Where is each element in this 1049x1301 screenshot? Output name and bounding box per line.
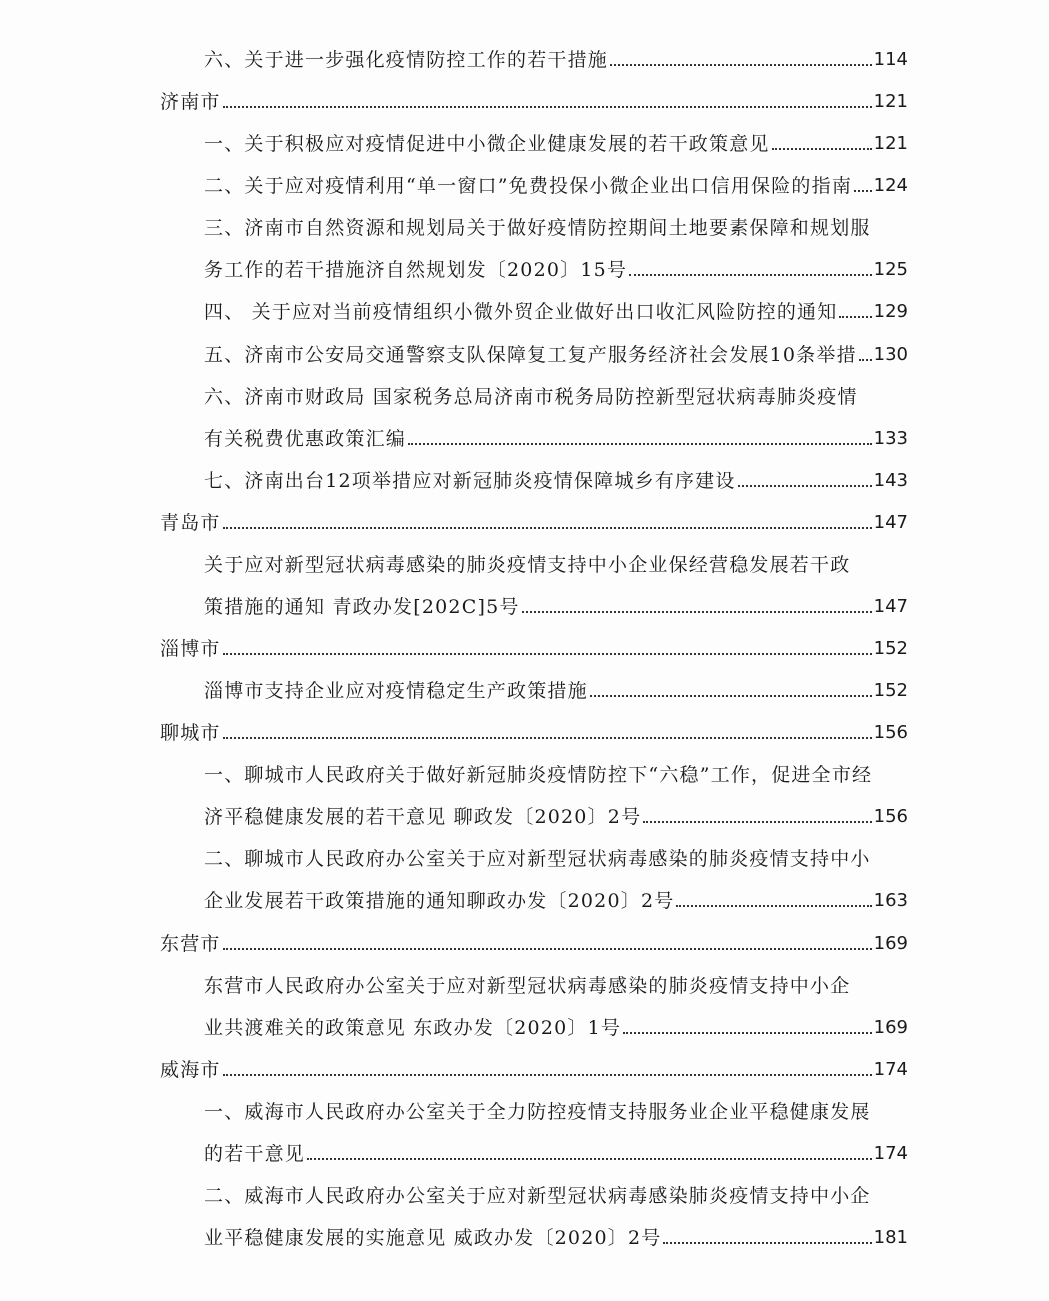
toc-entry[interactable] bbox=[0, 1008, 1049, 1048]
toc-entry[interactable] bbox=[0, 881, 1049, 921]
toc-entry-title: 的若干意见 bbox=[204, 1142, 306, 1165]
toc-line-content bbox=[204, 250, 908, 290]
toc-entry[interactable] bbox=[0, 545, 1049, 585]
toc-city-heading[interactable] bbox=[0, 82, 1049, 122]
toc-page-number: 156 bbox=[873, 722, 908, 744]
dot-leader bbox=[772, 148, 872, 150]
toc-entry-title: 关于应对新型冠状病毒感染的肺炎疫情支持中小企业保经营稳发展若干政 bbox=[204, 553, 851, 576]
toc-page-number: 143 bbox=[873, 469, 908, 491]
dot-leader bbox=[623, 1032, 872, 1034]
toc-line-content bbox=[204, 755, 908, 795]
toc-entry[interactable] bbox=[0, 124, 1049, 164]
toc-page-number: 124 bbox=[873, 175, 908, 197]
dot-leader bbox=[839, 316, 871, 318]
toc-entry-title: 六、济南市财政局 国家税务总局济南市税务局防控新型冠状病毒肺炎疫情 bbox=[204, 385, 858, 408]
dot-leader bbox=[408, 443, 872, 445]
toc-line-content bbox=[204, 40, 908, 80]
dot-leader bbox=[223, 737, 872, 739]
toc-line-content bbox=[160, 1050, 908, 1090]
toc-entry-title: 三、济南市自然资源和规划局关于做好疫情防控期间土地要素保障和规划服 bbox=[204, 217, 871, 240]
toc-entry-title: 东营市人民政府办公室关于应对新型冠状病毒感染的肺炎疫情支持中小企 bbox=[204, 974, 851, 997]
dot-leader bbox=[223, 106, 872, 108]
dot-leader bbox=[676, 905, 871, 907]
toc-line-content bbox=[204, 545, 908, 585]
toc-page-number: 174 bbox=[873, 1142, 908, 1164]
dot-leader bbox=[522, 611, 872, 613]
dot-leader bbox=[629, 274, 872, 276]
toc-line-content bbox=[160, 713, 908, 753]
toc-entry-title: 聊城市 bbox=[160, 722, 221, 745]
toc-line-content bbox=[204, 881, 908, 921]
toc-line-content bbox=[160, 924, 908, 964]
toc-page-number: 181 bbox=[873, 1227, 908, 1248]
toc-line-content bbox=[204, 335, 908, 375]
dot-leader bbox=[610, 64, 872, 66]
toc-line-content bbox=[160, 503, 908, 543]
toc-page-number: 163 bbox=[873, 890, 908, 912]
toc-page-number: 147 bbox=[873, 595, 908, 617]
toc-page-number: 121 bbox=[873, 91, 908, 113]
toc-city-heading[interactable] bbox=[0, 713, 1049, 753]
toc-line-content bbox=[204, 1008, 908, 1048]
toc-city-heading[interactable] bbox=[0, 503, 1049, 543]
toc-entry[interactable] bbox=[0, 671, 1049, 711]
toc-line-content bbox=[204, 1176, 908, 1216]
toc-city-heading[interactable] bbox=[0, 924, 1049, 964]
toc-entry-title: 二、关于应对疫情利用“单一窗口”免费投保小微企业出口信用保险的指南 bbox=[204, 175, 853, 198]
dot-leader bbox=[663, 1242, 871, 1244]
dot-leader bbox=[223, 527, 872, 529]
toc-entry-title: 业共渡难关的政策意见 东政办发〔2020〕1号 bbox=[204, 1016, 622, 1039]
toc-line-content bbox=[204, 797, 908, 837]
toc-entry[interactable] bbox=[0, 839, 1049, 879]
toc-page-number: 125 bbox=[873, 259, 908, 281]
dot-leader bbox=[643, 821, 871, 823]
toc-line-content bbox=[204, 166, 908, 206]
toc-line-content bbox=[204, 292, 908, 332]
toc-entry[interactable] bbox=[0, 419, 1049, 459]
toc-entry-title: 一、威海市人民政府办公室关于全力防控疫情支持服务业企业平稳健康发展 bbox=[204, 1100, 871, 1123]
toc-page-number: 147 bbox=[873, 511, 908, 533]
toc-entry-title: 一、聊城市人民政府关于做好新冠肺炎疫情防控下“六稳”工作，促进全市经 bbox=[204, 764, 873, 787]
toc-entry-title: 五、济南市公安局交通警察支队保障复工复产服务经济社会发展10条举措 bbox=[204, 343, 857, 366]
toc-line-content bbox=[204, 1134, 908, 1174]
toc-line-content bbox=[204, 419, 908, 459]
toc-entry[interactable] bbox=[0, 461, 1049, 501]
toc-entry-title: 威海市 bbox=[160, 1058, 221, 1081]
toc-line-content bbox=[204, 839, 908, 879]
toc-entry[interactable] bbox=[0, 40, 1049, 80]
dot-leader bbox=[223, 653, 872, 655]
toc-line-content bbox=[204, 587, 908, 627]
toc-entry-title: 业平稳健康发展的实施意见 威政办发〔2020〕2号 bbox=[204, 1227, 662, 1249]
toc-entry[interactable] bbox=[0, 1218, 1049, 1258]
toc-entry[interactable] bbox=[0, 335, 1049, 375]
toc-entry-title: 七、济南出台12项举措应对新冠肺炎疫情保障城乡有序建设 bbox=[204, 469, 736, 492]
dot-leader bbox=[590, 695, 872, 697]
toc-entry-title: 东营市 bbox=[160, 932, 221, 955]
toc-entry-title: 六、关于进一步强化疫情防控工作的若干措施 bbox=[204, 49, 609, 71]
dot-leader bbox=[859, 359, 872, 361]
toc-entry[interactable] bbox=[0, 755, 1049, 795]
toc-entry[interactable] bbox=[0, 966, 1049, 1006]
toc-entry-title: 淄博市支持企业应对疫情稳定生产政策措施 bbox=[204, 680, 588, 702]
toc-entry[interactable] bbox=[0, 166, 1049, 206]
toc-line-content bbox=[160, 82, 908, 122]
toc-entry-title: 四、 关于应对当前疫情组织小微外贸企业做好出口收汇风险防控的通知 bbox=[204, 301, 838, 324]
toc-entry-title: 二、聊城市人民政府办公室关于应对新型冠状病毒感染的肺炎疫情支持中小 bbox=[204, 848, 871, 871]
dot-leader bbox=[738, 485, 872, 487]
dot-leader bbox=[223, 1074, 872, 1076]
toc-page-number: 174 bbox=[873, 1058, 908, 1080]
toc-line-content bbox=[204, 461, 908, 501]
toc-entry[interactable] bbox=[0, 587, 1049, 627]
toc-page-number: 152 bbox=[873, 638, 908, 659]
toc-entry-title: 务工作的若干措施济自然规划发〔2020〕15号 bbox=[204, 259, 628, 282]
toc-page-number: 169 bbox=[873, 1016, 908, 1038]
toc-page-number: 114 bbox=[873, 49, 908, 70]
toc-entry-title: 淄博市 bbox=[160, 638, 221, 660]
toc-entry[interactable] bbox=[0, 1092, 1049, 1132]
toc-line-content bbox=[160, 629, 908, 669]
toc-page-number: 133 bbox=[873, 427, 908, 449]
toc-entry-title: 有关税费优惠政策汇编 bbox=[204, 427, 407, 450]
toc-entry[interactable] bbox=[0, 1134, 1049, 1174]
toc-entry[interactable] bbox=[0, 377, 1049, 417]
toc-entry-title: 二、威海市人民政府办公室关于应对新型冠状病毒感染肺炎疫情支持中小企 bbox=[204, 1184, 871, 1207]
toc-line-content bbox=[204, 1218, 908, 1258]
toc-entry-title: 济平稳健康发展的若干意见 聊政发〔2020〕2号 bbox=[204, 806, 642, 829]
toc-page-number: 129 bbox=[873, 301, 908, 323]
dot-leader bbox=[307, 1158, 872, 1160]
toc-entry-title: 企业发展若干政策措施的通知聊政办发〔2020〕2号 bbox=[204, 890, 675, 913]
toc-city-heading[interactable] bbox=[0, 1050, 1049, 1090]
dot-leader bbox=[223, 948, 872, 950]
toc-line-content bbox=[204, 671, 908, 711]
toc-entry[interactable] bbox=[0, 292, 1049, 332]
toc-city-heading[interactable] bbox=[0, 629, 1049, 669]
toc-line-content bbox=[204, 377, 908, 417]
toc-line-content bbox=[204, 124, 908, 164]
toc-page-number: 130 bbox=[873, 343, 908, 365]
toc-line-content bbox=[204, 208, 908, 248]
toc-entry-title: 一、关于积极应对疫情促进中小微企业健康发展的若干政策意见 bbox=[204, 133, 770, 156]
dot-leader bbox=[854, 190, 872, 192]
toc-entry[interactable] bbox=[0, 797, 1049, 837]
toc-entry-title: 青岛市 bbox=[160, 511, 221, 534]
toc-line-content bbox=[204, 1092, 908, 1132]
toc-entry-title: 济南市 bbox=[160, 91, 221, 114]
toc-line-content bbox=[204, 966, 908, 1006]
toc-entry[interactable] bbox=[0, 1176, 1049, 1216]
toc-page-number: 152 bbox=[873, 680, 908, 701]
toc-page-number: 121 bbox=[873, 133, 908, 155]
toc-entry[interactable] bbox=[0, 250, 1049, 290]
toc-entry[interactable] bbox=[0, 208, 1049, 248]
toc-entry-title: 策措施的通知 青政办发[202C]5号 bbox=[204, 595, 520, 618]
toc-page-number: 169 bbox=[873, 932, 908, 954]
toc-page-number: 156 bbox=[873, 806, 908, 828]
